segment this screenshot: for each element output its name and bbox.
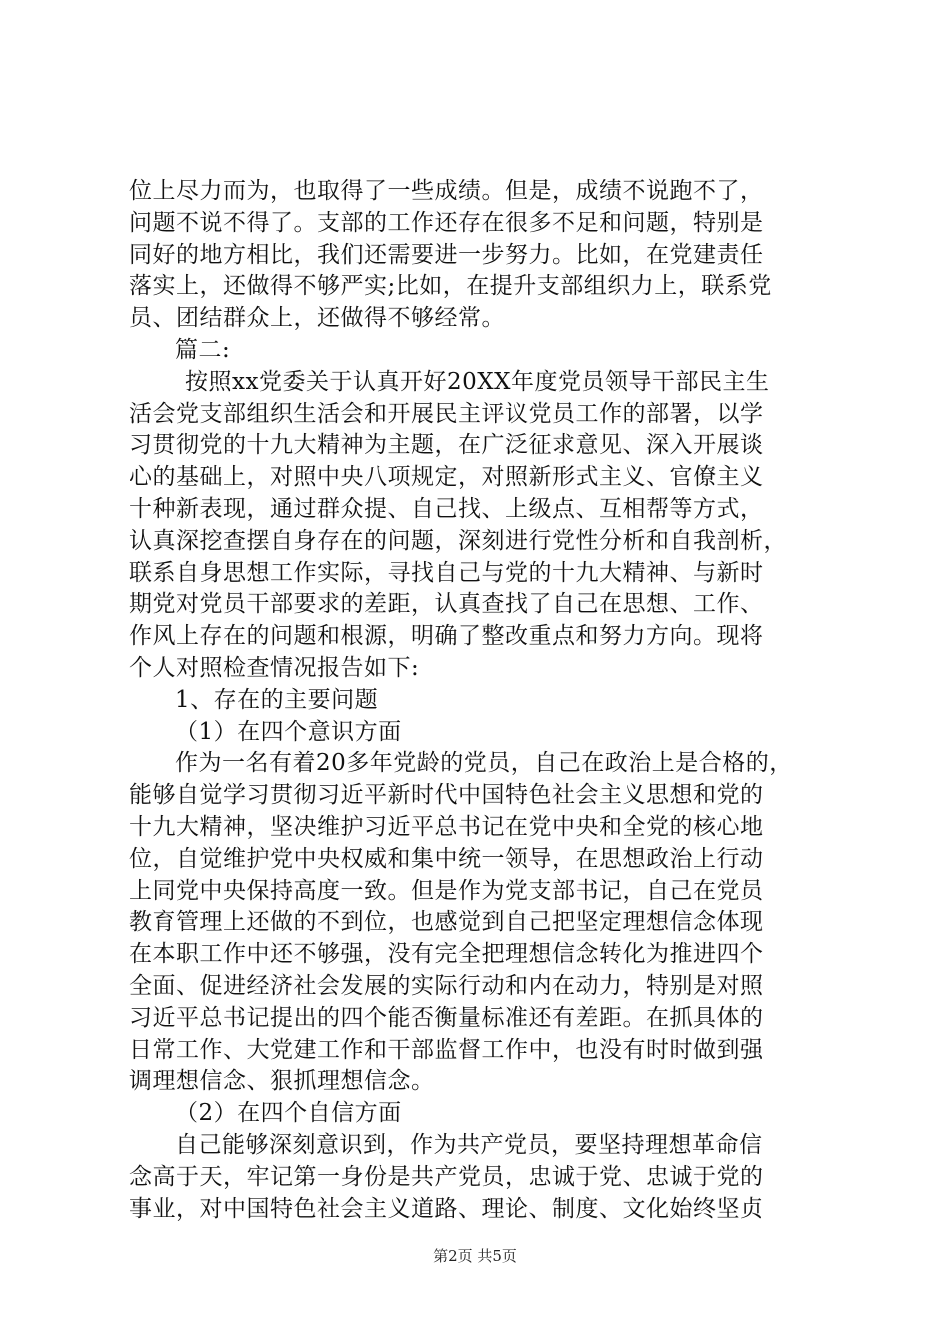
text-line: 十九大精神，坚决维护习近平总书记在党中央和全党的核心地	[129, 813, 764, 840]
text-line: 认真深挖查摆自身存在的问题，深刻进行党性分析和自我剖析，	[129, 527, 787, 554]
page-footer: 第2页 共5页	[433, 1247, 517, 1265]
text-line: 个人对照检查情况报告如下:	[129, 654, 420, 681]
text-line: 员、团结群众上，还做得不够经常。	[129, 305, 505, 332]
text-line: 期党对党员干部要求的差距，认真查找了自己在思想、工作、	[129, 591, 764, 618]
section-heading: 篇二:	[175, 336, 231, 363]
text-line: 问题不说不得了。支部的工作还存在很多不足和问题，特别是	[129, 209, 764, 236]
text-line: 心的基础上，对照中央八项规定，对照新形式主义、官僚主义	[129, 464, 764, 491]
text-line: 自己能够深刻意识到，作为共产党员，要坚持理想革命信	[175, 1131, 763, 1158]
text-line: 上同党中央保持高度一致。但是作为党支部书记，自己在党员	[129, 877, 764, 904]
text-line: 在本职工作中还不够强，没有完全把理想信念转化为推进四个	[129, 941, 764, 968]
text-line: 落实上，还做得不够严实;比如，在提升支部组织力上，联系党	[129, 273, 772, 300]
subsection-heading: （1）在四个意识方面	[175, 718, 402, 745]
text-line: 十种新表现，通过群众提、自己找、上级点、互相帮等方式，	[129, 495, 764, 522]
text-line: 按照xx党委关于认真开好20XX年度党员领导干部民主生	[185, 368, 770, 395]
text-line: 活会党支部组织生活会和开展民主评议党员工作的部署，以学	[129, 400, 764, 427]
text-line: 位，自觉维护党中央权威和集中统一领导，在思想政治上行动	[129, 845, 764, 872]
text-line: 作为一名有着20多年党龄的党员，自己在政治上是合格的，	[175, 750, 793, 777]
text-line: 能够自觉学习贯彻习近平新时代中国特色社会主义思想和党的	[129, 782, 764, 809]
text-line: 习近平总书记提出的四个能否衡量标准还有差距。在抓具体的	[129, 1004, 764, 1031]
text-line: 同好的地方相比，我们还需要进一步努力。比如，在党建责任	[129, 241, 764, 268]
subsection-heading: （2）在四个自信方面	[175, 1100, 402, 1127]
text-line: 念高于天，牢记第一身份是共产党员，忠诚于党、忠诚于党的	[129, 1163, 764, 1190]
text-line: 作风上存在的问题和根源，明确了整改重点和努力方向。现将	[129, 623, 764, 650]
text-line: 事业，对中国特色社会主义道路、理论、制度、文化始终坚贞	[129, 1195, 764, 1222]
text-line: 习贯彻党的十九大精神为主题，在广泛征求意见、深入开展谈	[129, 432, 764, 459]
text-line: 全面、促进经济社会发展的实际行动和内在动力，特别是对照	[129, 972, 764, 999]
text-line: 教育管理上还做的不到位，也感觉到自己把坚定理想信念体现	[129, 909, 764, 936]
section-heading: 1、存在的主要问题	[175, 686, 379, 713]
text-line: 日常工作、大党建工作和干部监督工作中，也没有时时做到强	[129, 1036, 764, 1063]
text-line: 联系自身思想工作实际，寻找自己与党的十九大精神、与新时	[129, 559, 764, 586]
body-text	[129, 176, 829, 1225]
text-line: 调理想信念、狠抓理想信念。	[129, 1068, 435, 1095]
text-line: 位上尽力而为，也取得了一些成绩。但是，成绩不说跑不了，	[129, 178, 764, 204]
